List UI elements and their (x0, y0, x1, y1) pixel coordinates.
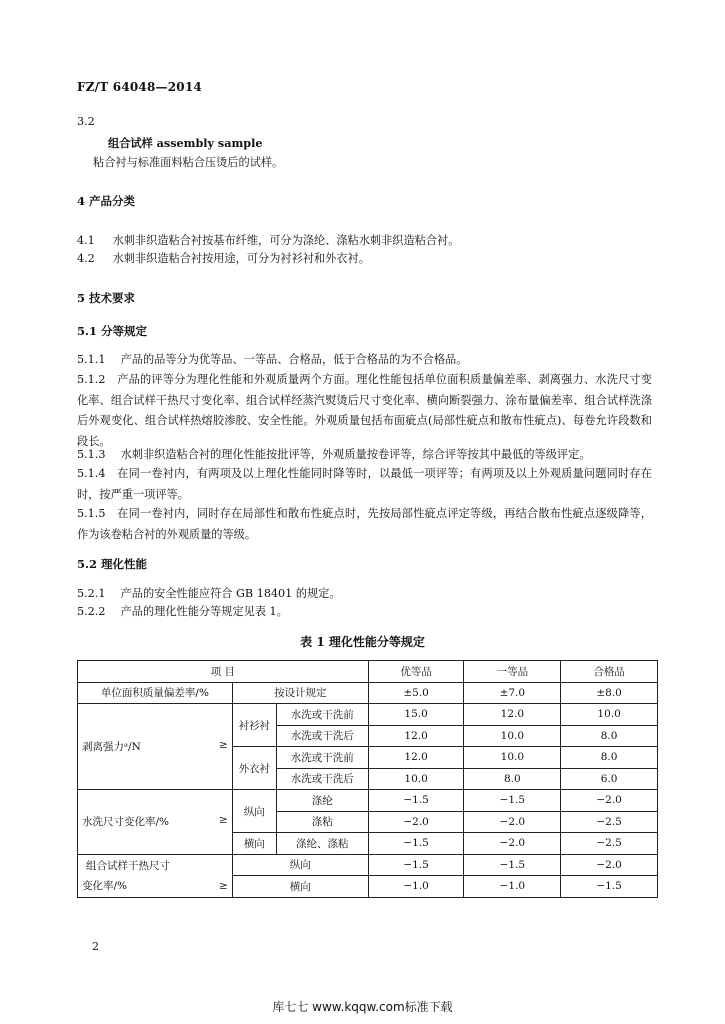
group-transverse: 横向 (232, 833, 276, 855)
ge-sign: ≥ (219, 814, 228, 827)
cell-transverse: 横向 (232, 876, 368, 898)
clause-text: 产品的品等分为优等品、一等品、合格品，低于合格品的为不合格品。 (120, 353, 468, 366)
cell-value: −1.0 (368, 876, 464, 898)
cell-value: −2.0 (464, 811, 561, 833)
cell-wash-before: 水洗或干洗前 (276, 747, 368, 769)
cell-value: −2.0 (561, 790, 658, 812)
clause-5-2-2 (77, 602, 288, 622)
cell-condition: 按设计规定 (232, 682, 368, 704)
clause-number: 5.2.1 (77, 587, 106, 600)
table-row (78, 704, 658, 726)
cell-value: −1.5 (561, 876, 658, 898)
page-number: 2 (92, 940, 99, 953)
clause-5-1-3 (77, 445, 590, 465)
table-row (78, 682, 658, 704)
clause-text: 水刺非织造粘合衬按基布纤维，可分为涤纶、涤粘水刺非织造粘合衬。 (112, 234, 460, 247)
clause-5-1-5 (77, 504, 652, 545)
row-label-peel-strength (78, 704, 233, 790)
clause-number: 5.2.2 (77, 605, 106, 618)
cell-value: −1.5 (368, 790, 464, 812)
clause-4-1 (77, 231, 459, 251)
cell-polyester: 涤纶 (276, 790, 368, 812)
clause-text: 水刺非织造粘合衬的理化性能按批评等，外观质量按卷评等，综合评等按其中最低的等级评定。 (120, 448, 591, 461)
clause-5-2-1 (77, 584, 341, 604)
clause-text: 在同一卷衬内，有两项及以上理化性能同时降等时，以最低一项评等；有两项及以上外观质量问题同时存在时，按严重一项评等。 (77, 467, 652, 501)
clause-text: 在同一卷衬内，同时存在局部性和散布性疵点时，先按局部性疵点评定等级，再结合散布性疵点逐级降等，作为该卷粘合衬的外观质量的等级。 (77, 507, 652, 541)
cell-wash-before: 水洗或干洗前 (276, 704, 368, 726)
clause-5-1-4 (77, 464, 652, 505)
standard-number: FZ/T 64048—2014 (77, 80, 202, 94)
cell-value: −2.5 (561, 811, 658, 833)
clause-number: 5.1.3 (77, 448, 106, 461)
clause-number: 4.1 (77, 234, 95, 247)
table-row (78, 854, 658, 876)
cell-both-fibers: 涤纶、涤粘 (276, 833, 368, 855)
header-item: 项 目 (78, 661, 369, 683)
cell-value: 10.0 (368, 768, 464, 790)
clause-text: 产品的理化性能分等规定见表 1。 (120, 605, 288, 618)
header-grade-2: 一等品 (464, 661, 561, 683)
cell-value: −2.5 (561, 833, 658, 855)
ge-sign: ≥ (219, 879, 228, 892)
clause-number: 5.1.1 (77, 353, 106, 366)
group-outerwear-lining: 外衣衬 (232, 747, 276, 790)
section-4-title: 4 产品分类 (77, 194, 136, 208)
table-1 (77, 660, 658, 898)
cell-wash-after: 水洗或干洗后 (276, 725, 368, 747)
clause-text: 产品的评等分为理化性能和外观质量两个方面。理化性能包括单位面积质量偏差率、剥离强力、水洗尺寸变化率、组合试样干热尺寸变化率、组合试样经蒸汽熨烫后尺寸变化率、横向断裂强力、涂布量偏差率、组合试样洗涤后外观变化、组合试样热熔胶渗胶、安全性能。外观质量包括布面疵点(局部性疵点和散布性疵点)、每卷允许段数和段长。 (77, 373, 652, 448)
label-text: 组合试样干热尺寸 (86, 859, 170, 872)
label-unit: 变化率/% (82, 879, 128, 892)
cell-value: 10.0 (464, 747, 561, 769)
clause-number: 5.1.5 (77, 507, 106, 520)
table-row (78, 790, 658, 812)
cell-value: 8.0 (464, 768, 561, 790)
cell-longitudinal: 纵向 (232, 854, 368, 876)
group-longitudinal: 纵向 (232, 790, 276, 833)
clause-text: 产品的安全性能应符合 GB 18401 的规定。 (120, 587, 341, 600)
section-5-2-title: 5.2 理化性能 (77, 557, 148, 571)
cell-value: ±8.0 (561, 682, 658, 704)
header-grade-3: 合格品 (561, 661, 658, 683)
cell-wash-after: 水洗或干洗后 (276, 768, 368, 790)
cell-value: 12.0 (368, 725, 464, 747)
clause-text: 水刺非织造粘合衬按用途，可分为衬衫衬和外衣衬。 (112, 252, 370, 265)
section-5-title: 5 技术要求 (77, 291, 136, 305)
term-assembly-sample: 组合试样 assembly sample (108, 136, 263, 150)
cell-value: 8.0 (561, 725, 658, 747)
table-header-row (78, 661, 658, 683)
table-1-caption: 表 1 理化性能分等规定 (300, 635, 425, 649)
row-label-wash-dimension (78, 790, 233, 855)
cell-value: −1.5 (368, 854, 464, 876)
cell-value: −1.5 (464, 790, 561, 812)
clause-4-2 (77, 249, 370, 269)
header-grade-1: 优等品 (368, 661, 464, 683)
cell-value: 8.0 (561, 747, 658, 769)
clause-number: 5.1.2 (77, 373, 106, 386)
cell-value: −2.0 (464, 833, 561, 855)
label-text: 水洗尺寸变化率/% (82, 816, 170, 829)
clause-number: 5.1.4 (77, 467, 106, 480)
cell-value: 10.0 (561, 704, 658, 726)
cell-value: ±7.0 (464, 682, 561, 704)
cell-value: ±5.0 (368, 682, 464, 704)
cell-value: 15.0 (368, 704, 464, 726)
cell-value: −1.0 (464, 876, 561, 898)
group-shirt-lining: 衬衫衬 (232, 704, 276, 747)
footer-watermark: 库七七 www.kqqw.com标准下载 (272, 1000, 453, 1014)
cell-value: −2.0 (561, 854, 658, 876)
clause-number: 4.2 (77, 252, 95, 265)
row-label-dry-heat (78, 854, 233, 897)
section-3-2-number: 3.2 (77, 115, 95, 128)
cell-value: 12.0 (464, 704, 561, 726)
cell-value: −1.5 (368, 833, 464, 855)
term-definition: 粘合衬与标准面料粘合压烫后的试样。 (93, 156, 284, 169)
cell-value: −1.5 (464, 854, 561, 876)
cell-polyester-viscose: 涤粘 (276, 811, 368, 833)
cell-value: −2.0 (368, 811, 464, 833)
label-text-2 (82, 876, 228, 896)
cell-value: 12.0 (368, 747, 464, 769)
row-label-mass-deviation: 单位面积质量偏差率/% (78, 682, 233, 704)
cell-value: 6.0 (561, 768, 658, 790)
cell-value: 10.0 (464, 725, 561, 747)
label-text: 剥离强力ᵃ/N (82, 741, 141, 753)
clause-5-1-2 (77, 370, 652, 452)
ge-sign: ≥ (219, 739, 228, 751)
clause-5-1-1 (77, 350, 467, 370)
section-5-1-title: 5.1 分等规定 (77, 324, 148, 338)
